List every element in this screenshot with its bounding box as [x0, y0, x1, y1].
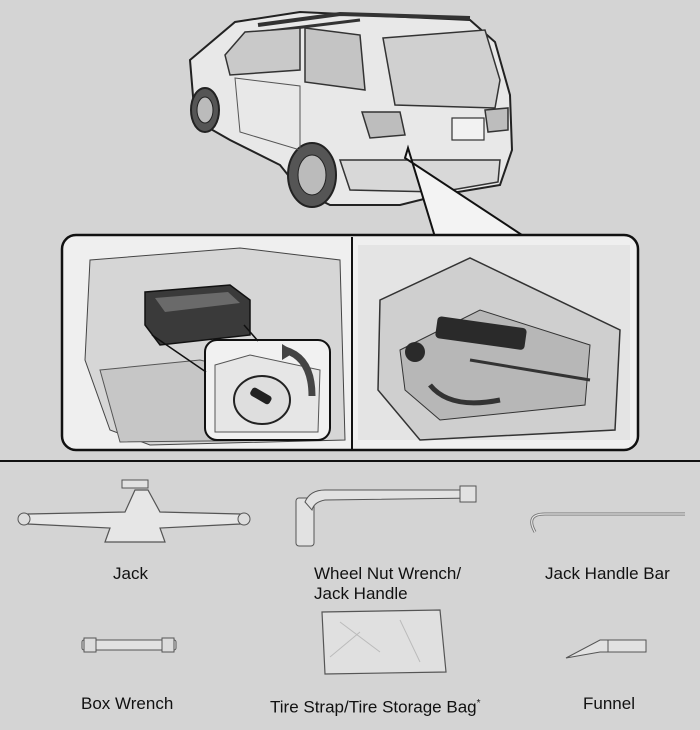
jack-icon: [18, 480, 250, 542]
wheel-nut-wrench-label-line1: Wheel Nut Wrench/: [314, 564, 462, 583]
jack-label: Jack: [113, 564, 148, 583]
footnote-mark: *: [476, 698, 481, 709]
wheel-nut-wrench-icon: [296, 486, 476, 546]
funnel-icon: [566, 640, 646, 658]
funnel-label: Funnel: [583, 694, 635, 713]
box-wrench-label: Box Wrench: [81, 694, 174, 713]
wheel-nut-wrench-label-line2: Jack Handle: [314, 584, 408, 603]
tire-strap-label: Tire Strap/Tire Storage Bag*: [270, 697, 481, 717]
tire-storage-bag-icon: [322, 610, 446, 674]
box-wrench-icon: [82, 638, 176, 652]
cargo-area-inset: [85, 248, 345, 445]
jack-handle-bar-label: Jack Handle Bar: [545, 564, 670, 583]
jack-handle-bar-icon: [532, 514, 685, 532]
suv-rear-view: [190, 12, 512, 207]
tool-tray-inset: [358, 245, 630, 440]
